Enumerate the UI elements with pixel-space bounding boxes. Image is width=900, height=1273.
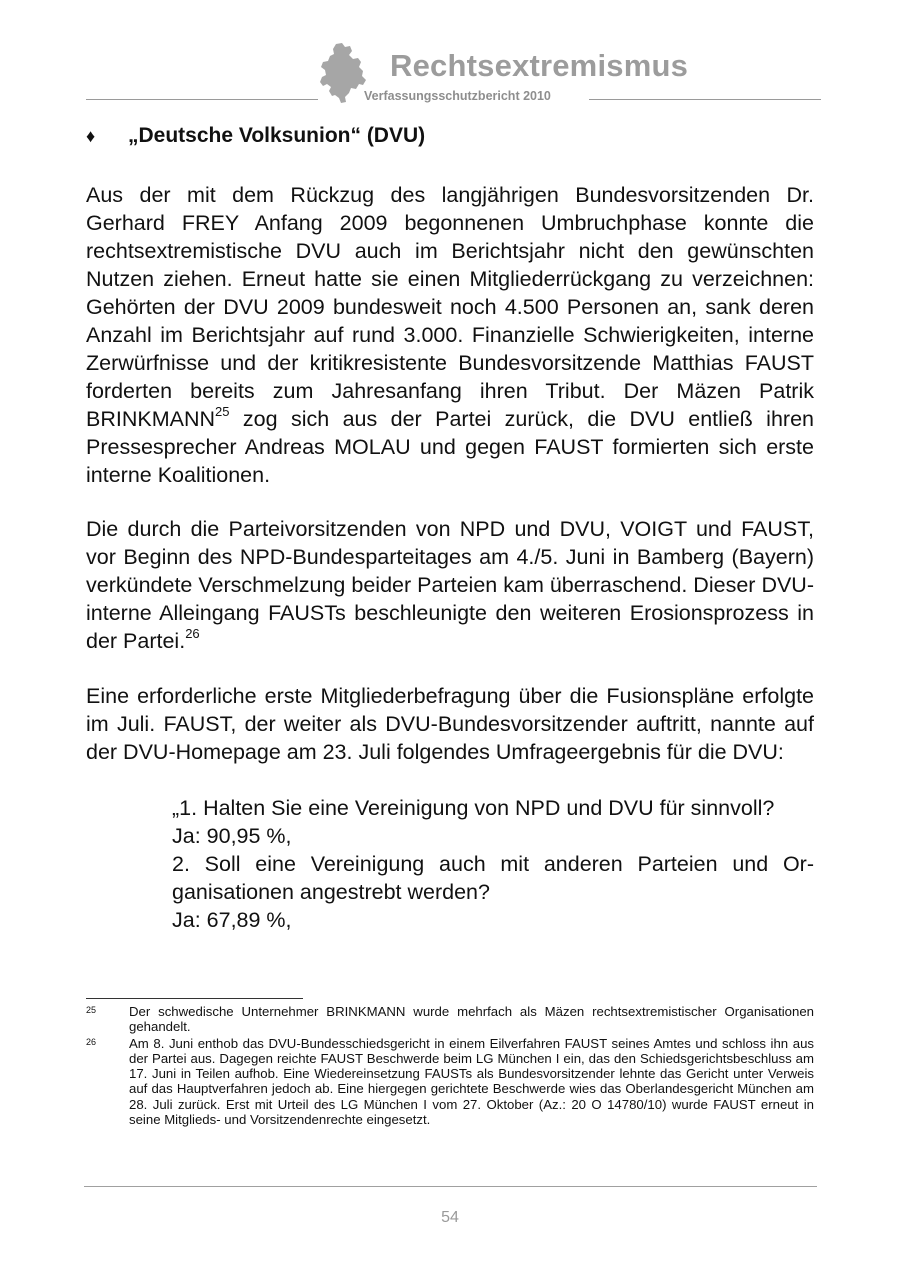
survey-question-2: 2. Soll eine Vereinigung auch mit anderen Parteien und Organisationen angestrebt werden? <box>172 852 814 904</box>
section-heading-text: „Deutsche Volksunion“ (DVU) <box>128 124 426 147</box>
paragraph-1-continuation: zog sich aus der Partei zurück, die DVU entließ ihren Pressesprecher Andreas MOLAU und gegen FAUST formierten sich erste interne Koalitionen. <box>86 407 814 487</box>
survey-answer-2: Ja: 67,89 %, <box>172 908 292 932</box>
footnote-number: 25 <box>86 1005 97 1015</box>
page-number: 54 <box>441 1209 459 1226</box>
header-rule-left <box>86 99 318 100</box>
footnote-text: Der schwedische Unternehmer BRINKMANN wurde mehrfach als Mäzen rechtsextremistischer Organisationen gehandelt. <box>129 1004 814 1035</box>
header-rule-right <box>589 99 821 100</box>
survey-answer-1: Ja: 90,95 %, <box>172 824 292 848</box>
footnote-25 <box>86 1004 814 1035</box>
header-title: Rechtsextremismus <box>390 48 689 83</box>
footnote-separator <box>86 998 303 999</box>
paragraph-2-text: Die durch die Parteivorsitzenden von NPD und DVU, VOIGT und FAUST, vor Beginn des NPD-Bundesparteitages am 4./5. Juni in Bamberg (Bayern) verkündete Verschmelzung beider Parteien kam überraschend. Dieser DVU-interne Alleingang FAUSTs beschleunigte den weiteren Erosionsprozess in der Partei. <box>86 517 814 653</box>
paragraph-3: Eine erforderliche erste Mitgliederbefragung über die Fusionspläne erfolgte im Juli. FAUST, der weiter als DVU-Bundesvorsitzender auftritt, nannte auf der DVU-Homepage am 23. Juli folgendes Umfrageergebnis für die DVU: <box>86 684 814 764</box>
footnote-number: 26 <box>86 1036 97 1047</box>
survey-question-1: „1. Halten Sie eine Vereinigung von NPD und DVU für sinnvoll? <box>172 796 775 820</box>
footnote-ref-26[interactable]: 26 <box>185 625 200 641</box>
header-subtitle: Verfassungsschutzbericht 2010 <box>364 89 551 103</box>
survey-quote <box>172 794 814 934</box>
saxony-anhalt-map-icon <box>318 42 370 104</box>
footnote-26 <box>86 1036 814 1128</box>
footnotes <box>86 1004 814 1128</box>
paragraph-1-text: Aus der mit dem Rückzug des langjährigen Bundesvorsitzenden Dr. Gerhard FREY Anfang 2009 begonnenen Umbruchphase konnte die rechtsextremistische DVU auch im Berichtsjahr nicht den gewünschten Nutzen ziehen. Erneut hatte sie einen Mitgliederrückgang zu verzeichnen: Gehörten der DVU 2009 bundesweit noch 4.500 Personen an, sank deren Anzahl im Berichtsjahr auf rund 3.000. Finanzielle Schwierigkeiten, interne Zerwürfnisse und der kritikresistente Bundesvorsitzende Matthias FAUST forderten bereits zum Jahresanfang ihren Tribut. Der Mäzen Patrik BRINKMANN <box>86 183 814 431</box>
section-heading <box>86 124 425 148</box>
footnote-ref-25[interactable]: 25 <box>215 403 230 419</box>
footnote-text: Am 8. Juni enthob das DVU-Bundesschiedsgericht in einem Eilverfahren FAUST seines Amtes und schloss ihn aus der Partei aus. Dagegen reichte FAUST Beschwerde beim LG München I ein, das den Schiedsgerichtsbeschluss am 17. Juni in Teilen aufhob. Eine Wiedereinsetzung FAUSTs als Bundesvorsitzender lehnte das Gericht unter Verweis auf das Hauptverfahren jedoch ab. Eine hiergegen gerichtete Beschwerde wies das Oberlandesgericht München am 28. Juli zurück. Erst mit Urteil des LG München I vom 27. Oktober (Az.: 20 O 14780/10) wurde FAUST erneut in seine Mitglieds- und Vorsitzendenrechte eingesetzt. <box>129 1035 814 1128</box>
paragraph-2 <box>86 515 814 655</box>
page-header <box>0 0 900 110</box>
paragraph-1 <box>86 181 814 489</box>
diamond-bullet-icon: ♦ <box>86 126 96 146</box>
footer-rule <box>84 1186 817 1187</box>
